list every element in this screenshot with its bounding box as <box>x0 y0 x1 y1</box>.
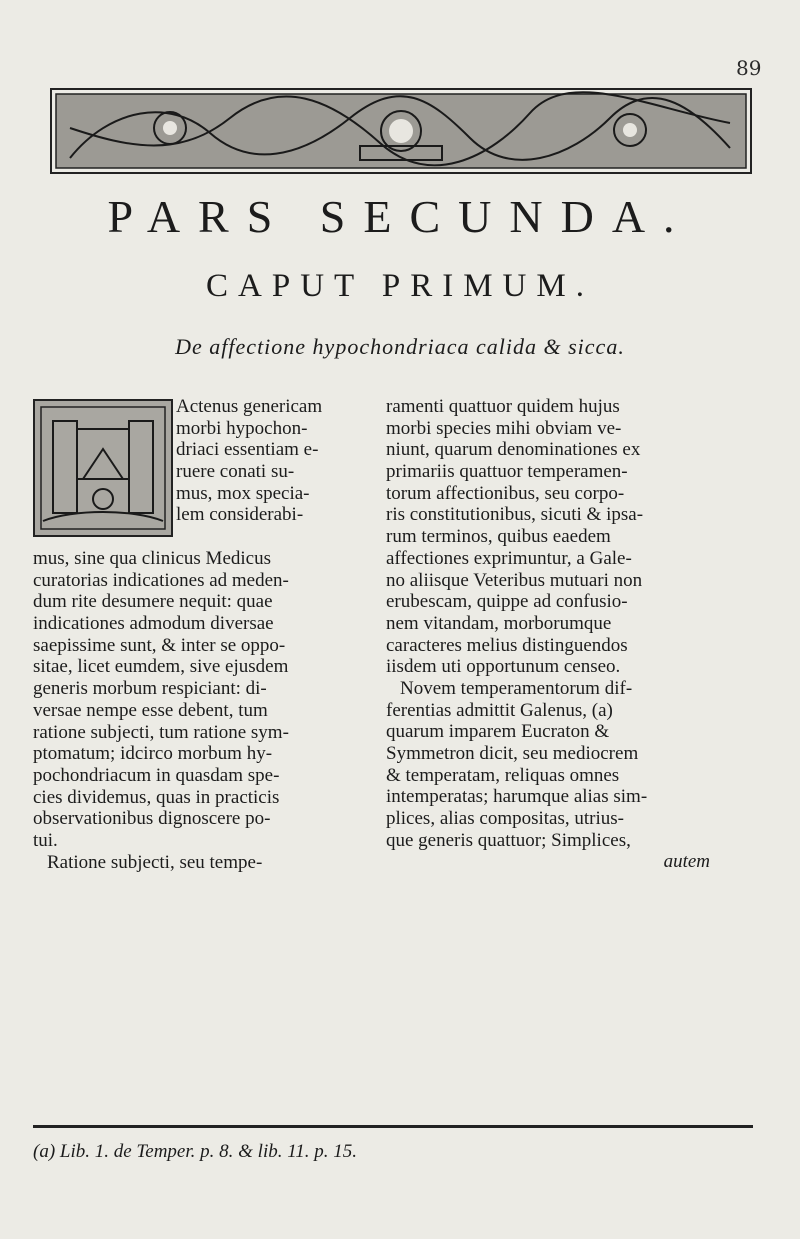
text-line: que generis quattuor; Simplices, <box>386 829 631 851</box>
left-column <box>33 548 343 873</box>
text-line: ramenti quattuor quidem hujus <box>386 396 620 417</box>
text-line: Symmetron dicit, seu mediocrem <box>386 743 639 764</box>
text-line: ferentias admittit Galenus, (a) <box>386 699 613 721</box>
text-line: plices, alias compositas, utrius- <box>386 808 624 830</box>
ornamental-headpiece <box>50 88 752 174</box>
page-number: 89 <box>736 56 762 80</box>
text-line: no aliisque Veteribus mutuari non <box>386 569 643 591</box>
right-column <box>386 396 750 873</box>
text-line: ruere conati su- <box>176 461 295 483</box>
decorated-initial-woodcut <box>33 399 173 537</box>
text-line: cies dividemus, quas in practicis <box>33 786 280 808</box>
text-line: morbi species mihi obviam ve- <box>386 417 622 439</box>
text-line: observationibus dignoscere po- <box>33 808 271 830</box>
text-line: Novem temperamentorum dif- <box>400 677 633 699</box>
text-line: rum terminos, quibus eaedem <box>386 526 611 548</box>
text-line: nem vitandam, morborumque <box>386 612 612 634</box>
text-line: & temperatam, reliquas omnes <box>386 764 620 786</box>
text-line: caracteres melius distinguendos <box>386 634 628 656</box>
text-line: lem considerabi- <box>176 504 304 526</box>
text-line: generis morbum respiciant: di- <box>33 678 267 700</box>
text-line: torum affectionibus, seu corpo- <box>386 482 625 504</box>
text-line: indicationes admodum diversae <box>33 613 274 635</box>
text-line: tui. <box>33 829 58 851</box>
text-line: morbi hypochon- <box>176 417 308 439</box>
text-line: primariis quattuor temperamen- <box>386 461 628 483</box>
initial-paragraph-lines <box>176 396 326 526</box>
text-line: curatorias indicationes ad meden- <box>33 569 289 591</box>
footnote: (a) Lib. 1. de Temper. p. 8. & lib. 11. p. 15. <box>33 1141 358 1162</box>
part-title: PARS SECUNDA. <box>107 191 693 242</box>
text-line: Ratione subjecti, seu tempe- <box>47 851 263 873</box>
text-line: affectiones exprimuntur, a Gale- <box>386 547 632 569</box>
text-line: driaci essentiam e- <box>176 439 319 461</box>
text-line: ris constitutionibus, sicuti & ipsa- <box>386 504 644 526</box>
text-line: erubescam, quippe ad confusio- <box>386 591 628 613</box>
text-line: iisdem uti opportunum censeo. <box>386 656 621 678</box>
chapter-subtitle: De affectione hypochondriaca calida & sicca. <box>175 334 625 359</box>
text-line: intemperatas; harumque alias sim- <box>386 786 648 808</box>
chapter-title: CAPUT PRIMUM. <box>206 268 594 304</box>
text-line: Actenus genericam <box>176 396 323 417</box>
text-line: quarum imparem Eucraton & <box>386 721 610 743</box>
text-line: sitae, licet eumdem, sive ejusdem <box>33 656 289 678</box>
text-line: saepissime sunt, & inter se oppo- <box>33 634 286 656</box>
footnote-rule <box>33 1125 753 1128</box>
text-line: versae nempe esse debent, tum <box>33 699 268 721</box>
text-line: pochondriacum in quasdam spe- <box>33 764 280 786</box>
text-line: mus, sine qua clinicus Medicus <box>33 548 271 569</box>
text-line: mus, mox specia- <box>176 482 310 504</box>
text-line: ratione subjecti, tum ratione sym- <box>33 721 289 743</box>
text-line: niunt, quarum denominationes ex <box>386 439 641 461</box>
text-line: ptomatum; idcirco morbum hy- <box>33 743 273 765</box>
text-line: dum rite desumere nequit: quae <box>33 591 273 613</box>
catchword: autem <box>663 851 710 873</box>
